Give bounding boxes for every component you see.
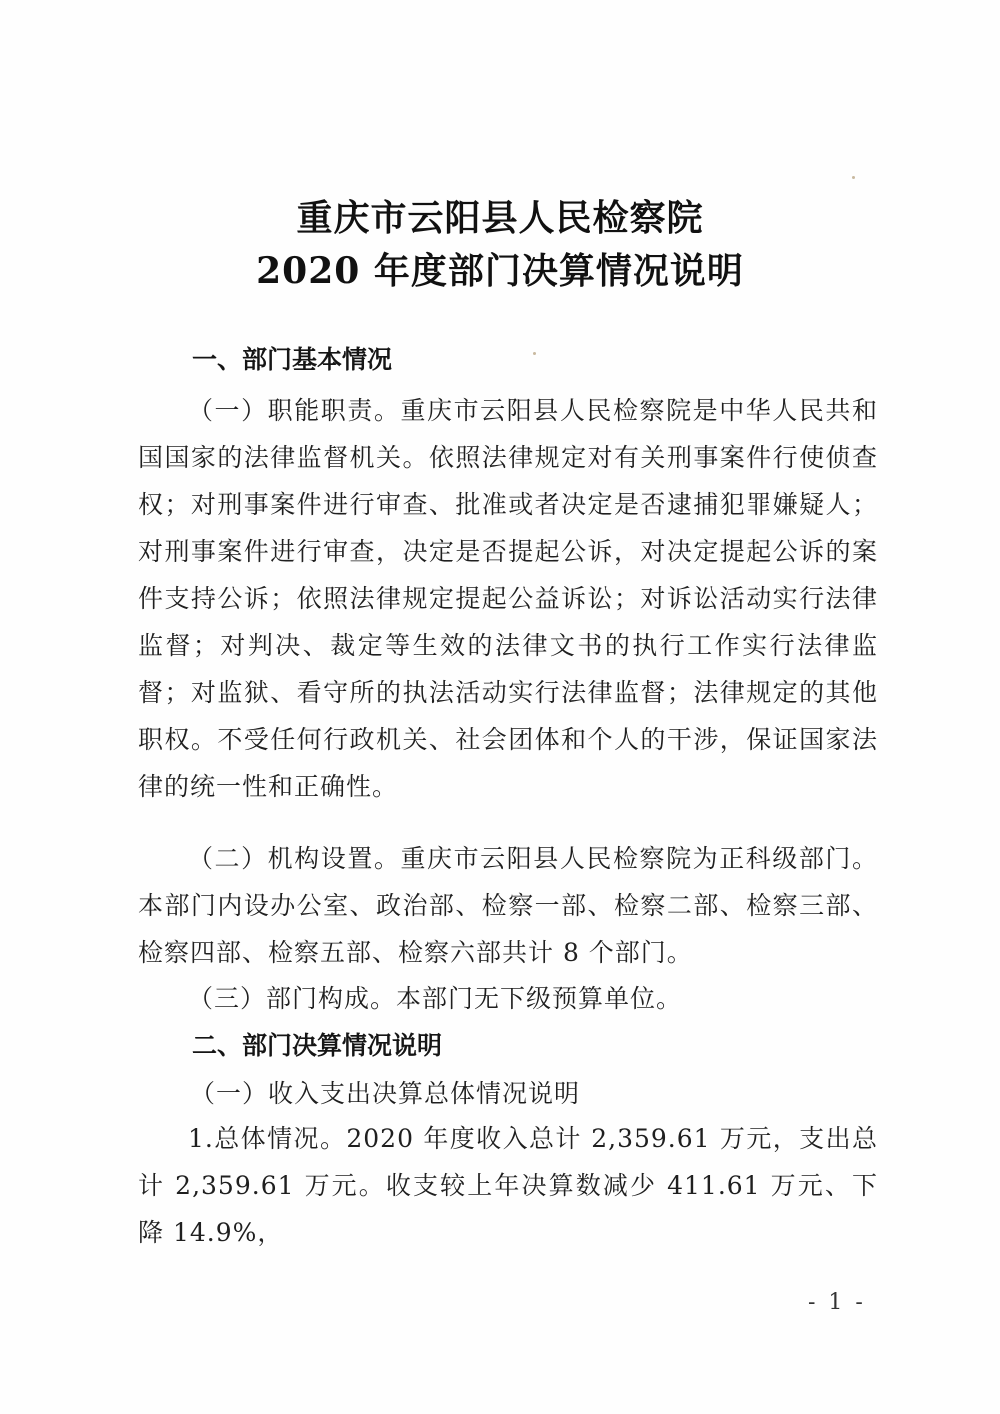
scan-speck [852, 176, 855, 179]
paragraph-organization [138, 835, 878, 976]
paragraph-text: 重庆市云阳县人民检察院是中华人民共和国国家的法律监督机关。依照法律规定对有关刑事案件行使侦查权；对刑事案件进行审查、批准或者决定是否逮捕犯罪嫌疑人；对刑事案件进行审查，决定是否提起公诉，对决定提起公诉的案件支持公诉；依照法律规定提起公益诉讼；对诉讼活动实行法律监督；对判决、裁定等生效的法律文书的执行工作实行法律监督；对监狱、看守所的执法活动实行法律监督；法律规定的其他职权。不受任何行政机关、社会团体和个人的干涉，保证国家法律的统一性和正确性。 [138, 396, 878, 801]
section-heading-final-accounts: 二、部门决算情况说明 [192, 1031, 443, 1060]
document-title-line-1: 重庆市云阳县人民检察院 [296, 197, 704, 239]
paragraph-lead: （一）职能职责。 [188, 396, 401, 425]
paragraph-lead: （二）机构设置。 [188, 844, 401, 873]
paragraph-lead: （三）部门构成。 [188, 984, 397, 1013]
page-number: - 1 - [808, 1290, 866, 1315]
paragraph-text: 本部门无下级预算单位。 [396, 984, 683, 1013]
subsection-heading-income-expenditure: （一）收入支出决算总体情况说明 [190, 1079, 581, 1108]
paragraph-functions [138, 387, 878, 810]
document-title-line-2: 2020 年度部门决算情况说明 [256, 250, 744, 292]
paragraph-text: 重庆市云阳县人民检察院为正科级部门。本部门内设办公室、政治部、检察一部、检察二部、检察三部、检察四部、检察五部、检察六部共计 8 个部门。 [138, 844, 878, 967]
scan-speck [533, 352, 536, 355]
paragraph-composition [138, 975, 878, 1022]
paragraph-text: 2020 年度收入总计 2,359.61 万元，支出总计 2,359.61 万元。收支较上年决算数减少 411.61 万元、下降 14.9%， [138, 1124, 878, 1247]
paragraph-lead: 1.总体情况。 [188, 1124, 347, 1153]
section-heading-basic-info: 一、部门基本情况 [192, 345, 393, 374]
paragraph-overall [138, 1115, 878, 1256]
